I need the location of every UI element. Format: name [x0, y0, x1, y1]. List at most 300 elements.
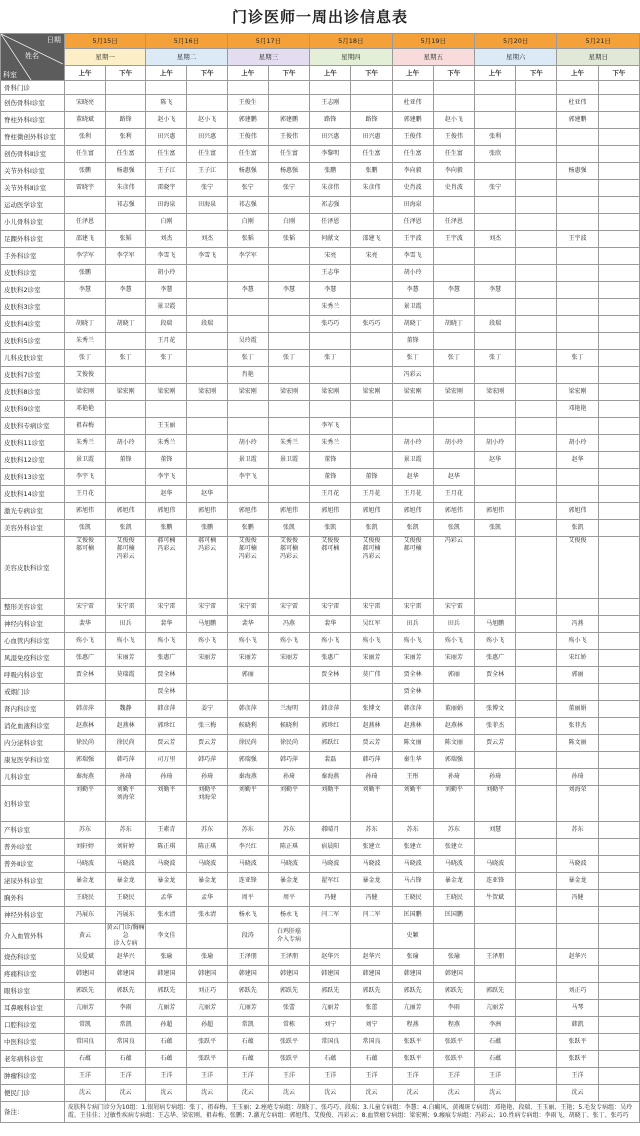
doctor-cell: 雷晓宇 [64, 180, 105, 197]
doctor-cell [475, 924, 516, 949]
doctor-cell: 梁宏刚 [392, 384, 433, 401]
doctor-cell [516, 907, 557, 924]
doctor-cell: 张惠广 [310, 650, 351, 667]
date-cell: 5月18日 [310, 34, 392, 49]
doctor-cell [351, 367, 392, 384]
doctor-cell [187, 367, 227, 384]
doctor-cell: 朱彦伟 [106, 180, 146, 197]
doctor-cell: 李宇飞 [146, 469, 187, 486]
doctor-cell: 宋亮 [351, 248, 392, 265]
doctor-cell: 张宁 [187, 180, 227, 197]
doctor-cell [310, 924, 351, 949]
doctor-cell [433, 197, 474, 214]
department-cell: 皮肤科5诊室 [1, 333, 65, 350]
doctor-cell [598, 839, 639, 856]
doctor-cell: 宋宁雷 [64, 599, 105, 616]
department-cell: 美容外科诊室 [1, 520, 65, 537]
doctor-cell: 赵燕林 [106, 718, 146, 735]
doctor-cell: 张丁 [557, 350, 598, 367]
doctor-cell [598, 873, 639, 890]
doctor-cell: 冯彩云 [392, 367, 433, 384]
doctor-cell: 沈云 [433, 1085, 474, 1102]
doctor-cell: 韩彦萍 [227, 701, 268, 718]
department-cell: 儿科皮肤诊室 [1, 350, 65, 367]
table-row [1, 486, 640, 503]
doctor-cell [598, 616, 639, 633]
doctor-cell [433, 452, 474, 469]
doctor-cell: 王泽朋 [475, 949, 516, 966]
doctor-cell [268, 486, 309, 503]
doctor-cell [598, 1051, 639, 1068]
doctor-cell [106, 684, 146, 701]
doctor-cell: 张瑜 [392, 949, 433, 966]
doctor-cell: 祁志强 [227, 197, 268, 214]
department-cell: 神经内科诊室 [1, 616, 65, 633]
doctor-cell: 赵华 [146, 486, 187, 503]
doctor-cell [598, 1085, 639, 1102]
doctor-cell: 常栋 [268, 1017, 309, 1034]
doctor-cell: 贾全林 [392, 667, 433, 684]
doctor-cell: 张瑜 [187, 949, 227, 966]
doctor-cell: 黄云 [64, 924, 105, 949]
doctor-cell [187, 435, 227, 452]
doctor-cell: 赵华兴 [106, 949, 146, 966]
doctor-cell [187, 214, 227, 231]
doctor-cell: 王月花 [310, 486, 351, 503]
doctor-cell: 徐民尚 [227, 735, 268, 752]
doctor-cell: 冯健 [557, 890, 598, 907]
doctor-cell: 李慧 [475, 282, 516, 299]
doctor-cell: 苏东 [392, 822, 433, 839]
table-row [1, 503, 640, 520]
department-cell: 脊柱外科Ⅰ诊室 [1, 112, 65, 129]
doctor-cell: 程燕 [433, 1017, 474, 1034]
doctor-cell: 张欣 [475, 146, 516, 163]
doctor-cell: 石蕴 [475, 1034, 516, 1051]
doctor-cell: 史肖波 [433, 180, 474, 197]
doctor-cell: 朱彦伟 [351, 180, 392, 197]
doctor-cell: 赵华 [557, 452, 598, 469]
doctor-cell [516, 163, 557, 180]
doctor-cell: 亢丽芳 [64, 1000, 105, 1017]
doctor-cell: 邓艳艳 [557, 401, 598, 418]
doctor-cell [433, 333, 474, 350]
doctor-cell [516, 333, 557, 350]
doctor-cell: 李向毅 [433, 163, 474, 180]
doctor-cell: 胡小玲 [392, 435, 433, 452]
doctor-cell: 祁志强 [106, 197, 146, 214]
doctor-cell: 张丁 [475, 350, 516, 367]
doctor-cell: 郭建鹏 [392, 112, 433, 129]
doctor-cell: 张凯 [475, 520, 516, 537]
doctor-cell: 李黎明 [310, 146, 351, 163]
doctor-cell: 艾俊俊 郝可楠 冯彩云 [351, 537, 392, 599]
doctor-cell [268, 367, 309, 384]
table-row [1, 924, 640, 949]
doctor-cell: 刘勤平 [268, 786, 309, 822]
doctor-cell: 苏东 [433, 822, 474, 839]
doctor-cell [187, 282, 227, 299]
doctor-cell [516, 197, 557, 214]
doctor-cell: 路锋 [106, 112, 146, 129]
doctor-cell [557, 81, 598, 95]
department-cell: 泌尿外科诊室 [1, 873, 65, 890]
doctor-cell: 候晓利 [268, 718, 309, 735]
table-row [1, 197, 640, 214]
doctor-cell: 杨永飞 [268, 907, 309, 924]
doctor-cell: 刘勤平 刘海荣 [106, 786, 146, 822]
doctor-cell: 李雪飞 [146, 248, 187, 265]
doctor-cell: 王玉丽 [146, 418, 187, 435]
doctor-cell: 陈文丽 [433, 735, 474, 752]
doctor-cell [227, 265, 268, 282]
doctor-cell: 景卫霞 [227, 452, 268, 469]
doctor-cell: 王晓民 [392, 890, 433, 907]
doctor-cell: 张凯 [433, 520, 474, 537]
doctor-cell: 徐民尚 [268, 735, 309, 752]
table-row [1, 1017, 640, 1034]
doctor-cell: 杨惠强 [268, 163, 309, 180]
doctor-cell: 亢丽芳 [227, 1000, 268, 1017]
department-cell: 介入血管外科 [1, 924, 65, 949]
table-row [1, 418, 640, 435]
doctor-cell: 任生富 [392, 146, 433, 163]
doctor-cell [433, 95, 474, 112]
doctor-cell [433, 684, 474, 701]
am-cell: 上午 [392, 66, 433, 81]
doctor-cell [516, 650, 557, 667]
doctor-cell: 牛贺斌 [475, 890, 516, 907]
date-cell: 5月15日 [64, 34, 145, 49]
doctor-cell [598, 81, 639, 95]
department-cell: 手外科诊室 [1, 248, 65, 265]
doctor-cell: 刘杰 [475, 231, 516, 248]
table-row [1, 966, 640, 983]
doctor-cell [475, 248, 516, 265]
doctor-cell: 贾全林 [392, 684, 433, 701]
doctor-cell [557, 599, 598, 616]
doctor-cell [598, 1034, 639, 1051]
table-row [1, 180, 640, 197]
doctor-cell: 段瑞 [475, 316, 516, 333]
doctor-cell [187, 401, 227, 418]
doctor-cell: 刘勤平 刘海荣 [187, 786, 227, 822]
doctor-cell: 赵小飞 [146, 112, 187, 129]
doctor-cell: 朱秀兰 [310, 435, 351, 452]
doctor-cell: 周平 [227, 890, 268, 907]
doctor-cell: 张跃平 [433, 1034, 474, 1051]
doctor-cell: 常凯 [106, 1017, 146, 1034]
doctor-cell: 张凯 [392, 520, 433, 537]
table-row [1, 367, 640, 384]
doctor-cell: 王晓民 [64, 890, 105, 907]
doctor-cell: 梁宏刚 [557, 384, 598, 401]
doctor-cell: 匡国鹏 [392, 907, 433, 924]
doctor-cell [516, 316, 557, 333]
doctor-cell: 孙琦 [351, 769, 392, 786]
doctor-cell [106, 469, 146, 486]
doctor-cell: 路锋 [310, 112, 351, 129]
doctor-cell [598, 667, 639, 684]
doctor-cell: 张鹏 [310, 163, 351, 180]
table-row [1, 839, 640, 856]
date-cell: 5月21日 [557, 34, 640, 49]
doctor-cell: 翟军红 [310, 873, 351, 890]
doctor-cell: 杜亚伟 [557, 95, 598, 112]
doctor-cell: 李兴红 [227, 839, 268, 856]
doctor-cell [516, 282, 557, 299]
doctor-cell: 赵华 [392, 469, 433, 486]
doctor-cell: 李洲 [475, 1017, 516, 1034]
doctor-cell [598, 650, 639, 667]
doctor-cell: 王彤 [392, 769, 433, 786]
department-cell: 皮肤科2诊室 [1, 282, 65, 299]
doctor-cell: 王俊伟 [227, 129, 268, 146]
doctor-cell [598, 752, 639, 769]
doctor-cell: 张丁 [146, 350, 187, 367]
doctor-cell: 李学军 [227, 248, 268, 265]
doctor-cell [268, 197, 309, 214]
doctor-cell [392, 401, 433, 418]
doctor-cell: 王宇波 [392, 231, 433, 248]
doctor-cell: 段瑞 [146, 316, 187, 333]
doctor-cell: 贾全林 [146, 684, 187, 701]
doctor-cell: 任生富 [227, 146, 268, 163]
header-date-row [1, 34, 640, 49]
doctor-cell: 冯燕 [557, 616, 598, 633]
doctor-cell: 贾云芳 [475, 735, 516, 752]
doctor-cell: 张瑜 [146, 949, 187, 966]
doctor-cell: 白刚 [268, 214, 309, 231]
doctor-cell [516, 299, 557, 316]
department-cell: 便民门诊 [1, 1085, 65, 1102]
doctor-cell [227, 401, 268, 418]
doctor-cell [516, 384, 557, 401]
doctor-cell: 赵燕林 [351, 718, 392, 735]
doctor-cell: 赵燕林 [392, 718, 433, 735]
doctor-cell [516, 112, 557, 129]
doctor-cell: 王月花 [392, 486, 433, 503]
department-cell: 肿瘤科诊室 [1, 1068, 65, 1085]
doctor-cell: 宋宁雷 [146, 599, 187, 616]
doctor-cell: 徐民尚 [64, 735, 105, 752]
doctor-cell [351, 452, 392, 469]
doctor-cell: 董锋 [310, 469, 351, 486]
doctor-cell: 赵燕林 [64, 718, 105, 735]
doctor-cell: 赵小飞 [433, 112, 474, 129]
doctor-cell: 孙琦 [106, 769, 146, 786]
doctor-cell: 韩建国 [351, 966, 392, 983]
doctor-cell: 王洋 [187, 1068, 227, 1085]
doctor-cell: 马琴 [557, 1000, 598, 1017]
doctor-cell: 殇小飞 [475, 633, 516, 650]
doctor-cell [516, 752, 557, 769]
doctor-cell: 宋宁雷 [392, 599, 433, 616]
doctor-cell: 何献文 [310, 231, 351, 248]
doctor-cell: 郭跃先 [392, 983, 433, 1000]
department-cell: 心血管内科诊室 [1, 633, 65, 650]
doctor-cell: 暴金龙 [268, 873, 309, 890]
doctor-cell: 刘勤平 [64, 786, 105, 822]
doctor-cell: 郭丽 [557, 667, 598, 684]
doctor-cell [268, 81, 309, 95]
doctor-cell: 郭旭伟 [475, 503, 516, 520]
doctor-cell [516, 1034, 557, 1051]
doctor-cell: 马晓波 [64, 856, 105, 873]
doctor-cell [598, 966, 639, 983]
doctor-cell [598, 633, 639, 650]
pm-cell: 下午 [598, 66, 639, 81]
doctor-cell: 田兴惠 [146, 129, 187, 146]
doctor-cell: 祖春梅 [64, 418, 105, 435]
doctor-cell [351, 197, 392, 214]
doctor-cell: 韩巧萍 [106, 752, 146, 769]
doctor-cell [516, 350, 557, 367]
doctor-cell [106, 95, 146, 112]
doctor-cell: 任生富 [187, 146, 227, 163]
department-cell: 戒烟门诊 [1, 684, 65, 701]
table-row [1, 718, 640, 735]
doctor-cell: 王洋 [268, 1068, 309, 1085]
doctor-cell: 李宇飞 [227, 469, 268, 486]
doctor-cell: 宋晓亮 [64, 95, 105, 112]
doctor-cell [598, 129, 639, 146]
doctor-cell: 张建立 [433, 839, 474, 856]
doctor-cell: 孟华 [187, 890, 227, 907]
doctor-cell: 石蕴 [146, 1034, 187, 1051]
doctor-cell [598, 983, 639, 1000]
doctor-cell: 梁宏刚 [310, 384, 351, 401]
doctor-cell: 苏东 [227, 822, 268, 839]
doctor-cell [516, 418, 557, 435]
doctor-cell: 殇小飞 [64, 633, 105, 650]
doctor-cell: 李慧 [227, 282, 268, 299]
doctor-cell: 董锋 [106, 452, 146, 469]
doctor-cell: 刘勤平 [351, 786, 392, 822]
doctor-cell: 韩建国 [392, 966, 433, 983]
doctor-cell: 郝可楠 冯彩云 [187, 537, 227, 599]
doctor-cell: 李雪飞 [187, 248, 227, 265]
doctor-cell: 连亚锋 [475, 873, 516, 890]
doctor-cell: 郭旭伟 [146, 503, 187, 520]
doctor-cell: 郭瑞强 [64, 752, 105, 769]
doctor-cell [516, 1000, 557, 1017]
doctor-cell: 胡晓丁 [433, 316, 474, 333]
header-weekday-row [1, 49, 640, 66]
doctor-cell [268, 667, 309, 684]
department-cell: 风湿免疫科诊室 [1, 650, 65, 667]
doctor-cell: 朱秀兰 [64, 333, 105, 350]
doctor-cell: 马晓波 [351, 856, 392, 873]
doctor-cell [187, 452, 227, 469]
doctor-cell: 王月花 [64, 486, 105, 503]
doctor-cell: 田兵 [433, 616, 474, 633]
doctor-cell: 杨永飞 [227, 907, 268, 924]
doctor-cell: 马晓波 [106, 856, 146, 873]
note-label: 备注： [1, 1102, 65, 1123]
doctor-cell [516, 890, 557, 907]
doctor-cell [516, 633, 557, 650]
doctor-cell: 张跃平 [557, 1051, 598, 1068]
doctor-cell: 沈云 [64, 1085, 105, 1102]
doctor-cell: 郭跃先 [475, 983, 516, 1000]
doctor-cell [227, 299, 268, 316]
doctor-cell [516, 966, 557, 983]
doctor-cell [516, 1017, 557, 1034]
doctor-cell: 陈正琪 [146, 839, 187, 856]
department-cell: 胸外科 [1, 890, 65, 907]
doctor-cell: 李宇飞 [64, 469, 105, 486]
doctor-cell: 马晓波 [392, 856, 433, 873]
department-cell: 神经外科诊室 [1, 907, 65, 924]
doctor-cell: 王俊伟 [268, 129, 309, 146]
doctor-cell: 殇小飞 [351, 633, 392, 650]
doctor-cell: 王泽朋 [227, 949, 268, 966]
doctor-cell [146, 401, 187, 418]
doctor-cell: 祁志强 [310, 197, 351, 214]
doctor-cell: 张惠广 [146, 650, 187, 667]
doctor-cell [268, 248, 309, 265]
doctor-cell [433, 418, 474, 435]
doctor-cell: 张跃平 [433, 1051, 474, 1068]
doctor-cell: 艾俊俊 郝可楠 [64, 537, 105, 599]
doctor-cell: 沈云 [310, 1085, 351, 1102]
doctor-cell: 韩建国 [268, 966, 309, 983]
doctor-cell: 石蕴 [106, 1051, 146, 1068]
doctor-cell [516, 231, 557, 248]
doctor-cell: 李慧 [64, 282, 105, 299]
doctor-cell [433, 367, 474, 384]
doctor-cell [475, 966, 516, 983]
doctor-cell: 张跃平 [392, 1051, 433, 1068]
doctor-cell: 魏静 [106, 701, 146, 718]
doctor-cell [268, 265, 309, 282]
doctor-cell [516, 265, 557, 282]
doctor-cell: 王宇波 [433, 231, 474, 248]
table-row [1, 873, 640, 890]
doctor-cell: 李慧 [146, 282, 187, 299]
doctor-cell: 王洋 [106, 1068, 146, 1085]
note-row [1, 1102, 640, 1123]
doctor-cell [557, 146, 598, 163]
table-row [1, 650, 640, 667]
department-cell: 皮肤科诊室 [1, 265, 65, 282]
doctor-cell [598, 907, 639, 924]
doctor-cell [106, 265, 146, 282]
department-cell: 皮肤科14诊室 [1, 486, 65, 503]
doctor-cell [106, 401, 146, 418]
doctor-cell: 宋宁雷 [187, 599, 227, 616]
doctor-cell: 任生富 [268, 146, 309, 163]
doctor-cell: 马晓波 [227, 856, 268, 873]
doctor-cell: 郭跃先 [310, 983, 351, 1000]
doctor-cell [598, 684, 639, 701]
doctor-cell [351, 350, 392, 367]
doctor-cell: 沈云 [268, 1085, 309, 1102]
doctor-cell: 宋宁雷 [351, 599, 392, 616]
doctor-cell: 李文佳 [146, 924, 187, 949]
doctor-cell: 景卫霞 [146, 299, 187, 316]
doctor-cell: 韩建国 [310, 966, 351, 983]
doctor-cell: 郝晴月 [310, 822, 351, 839]
doctor-cell: 韩巧萍 [268, 752, 309, 769]
doctor-cell [516, 983, 557, 1000]
doctor-cell: 王晓民 [106, 890, 146, 907]
doctor-cell: 郭旭伟 [392, 503, 433, 520]
doctor-cell: 贾全林 [146, 667, 187, 684]
doctor-cell [227, 316, 268, 333]
doctor-cell: 张凯 [557, 520, 598, 537]
